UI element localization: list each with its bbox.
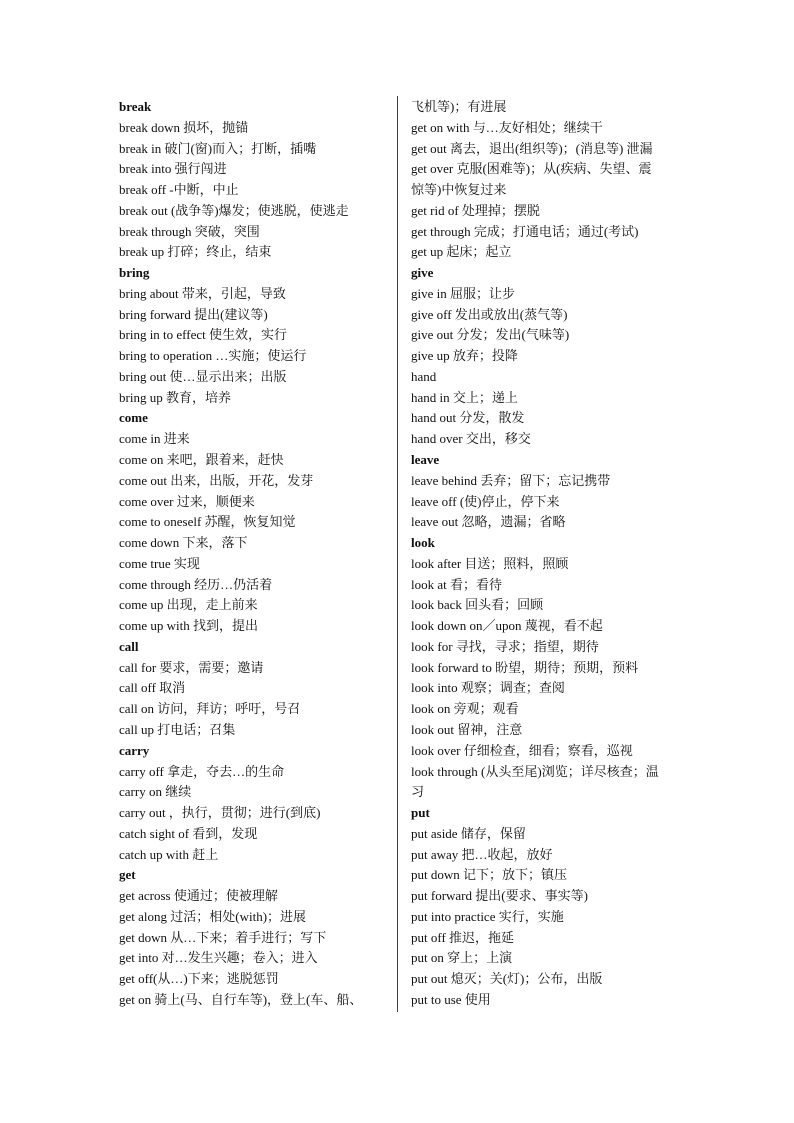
section-heading: call	[119, 638, 139, 654]
phrase-entry: hand	[411, 368, 437, 384]
phrase-entry: call off 取消	[119, 680, 186, 696]
phrase-entry: come true 实现	[119, 555, 200, 571]
phrase-entry: get on 骑上(马、自行车等)，登上(车、船、	[119, 991, 363, 1007]
left-column	[119, 97, 391, 1011]
phrase-entry: put aside 储存，保留	[411, 825, 526, 841]
phrase-entry: get through 完成；打通电话；通过(考试)	[411, 223, 639, 239]
phrase-entry: come up with 找到，提出	[119, 618, 259, 634]
phrase-entry: come out 出来，出版，开花，发芽	[119, 472, 314, 488]
phrase-entry: put out 熄灭；关(灯)；公布，出版	[411, 971, 603, 987]
phrase-entry: come down 下来，落下	[119, 535, 248, 551]
phrase-entry: break off -中断，中止	[119, 182, 239, 198]
phrase-entry: put down 记下；放下；镇压	[411, 867, 568, 883]
section-heading: come	[119, 410, 148, 426]
phrase-entry: call for 要求，需要；邀请	[119, 659, 264, 675]
phrase-entry: get rid of 处理掉；摆脱	[411, 202, 540, 218]
column-divider	[397, 96, 398, 1012]
phrase-entry: call up 打电话；召集	[119, 721, 236, 737]
phrase-entry: look back 回头看；回顾	[411, 597, 544, 613]
phrase-entry: put to use 使用	[411, 991, 491, 1007]
phrase-entry: come on 来吧，跟着来，赶快	[119, 452, 284, 468]
section-heading: give	[411, 265, 434, 281]
phrase-entry: bring to operation …实施；使运行	[119, 348, 307, 364]
phrase-entry: put off 推迟，拖延	[411, 929, 515, 945]
phrase-entry: break out (战争等)爆发；使逃脱，使逃走	[119, 202, 349, 218]
phrase-entry: put forward 提出(要求、事实等)	[411, 888, 588, 904]
phrase-entry: break down 损坏，抛锚	[119, 119, 249, 135]
phrase-entry: leave behind 丢弃；留下；忘记携带	[411, 472, 611, 488]
phrase-entry: catch up with 赶上	[119, 846, 219, 862]
phrase-entry: look over 仔细检查，细看；察看，巡视	[411, 742, 633, 758]
phrase-entry: bring in to effect 使生效，实行	[119, 327, 288, 343]
phrase-entry: get up 起床；起立	[411, 244, 512, 260]
phrase-entry: 惊等)中恢复过来	[411, 182, 507, 198]
phrase-entry: call on 访问，拜访；呼吁，号召	[119, 701, 301, 717]
phrase-entry: get along 过活；相处(with)；进展	[119, 908, 307, 924]
section-heading: break	[119, 99, 152, 114]
phrase-entry: look into 观察；调查；查阅	[411, 680, 565, 696]
phrase-entry: look on 旁观；观看	[411, 701, 519, 717]
phrase-entry: get over 克服(困难等)；从(疾病、失望、震	[411, 161, 652, 177]
phrase-entry: 飞机等)；有进展	[411, 99, 507, 114]
section-heading: leave	[411, 452, 440, 468]
phrase-entry: give up 放弃；投降	[411, 348, 518, 364]
phrase-entry: get down 从…下来；着手进行；写下	[119, 929, 327, 945]
phrase-entry: come through 经历…仍活着	[119, 576, 273, 592]
section-heading: get	[119, 867, 136, 883]
phrase-entry: give in 屈服；让步	[411, 285, 515, 301]
phrase-entry: look after 目送；照料，照顾	[411, 555, 569, 571]
phrase-entry: give out 分发；发出(气味等)	[411, 327, 570, 343]
section-heading: carry	[119, 742, 150, 758]
phrase-entry: look for 寻找，寻求；指望，期待	[411, 638, 599, 654]
phrase-entry: carry off 拿走，夺去…的生命	[119, 763, 285, 779]
phrase-entry: put on 穿上；上演	[411, 950, 513, 966]
phrase-entry: bring up 教育，培养	[119, 389, 231, 405]
phrase-entry: 习	[411, 784, 425, 800]
phrase-entry: come to oneself 苏醒，恢复知觉	[119, 514, 296, 530]
phrase-entry: bring forward 提出(建议等)	[119, 306, 268, 322]
phrase-entry: hand in 交上；递上	[411, 389, 518, 405]
phrase-entry: break through 突破，突围	[119, 223, 260, 239]
section-heading: look	[411, 535, 435, 551]
phrase-entry: come up 出现，走上前来	[119, 597, 258, 613]
phrase-entry: break into 强行闯进	[119, 161, 227, 177]
phrase-entry: get into 对…发生兴趣；卷入；进入	[119, 950, 318, 966]
phrase-entry: get out 离去，退出(组织等)；(消息等) 泄漏	[411, 140, 653, 156]
phrase-entry: get on with 与…友好相处；继续干	[411, 119, 603, 135]
phrase-entry: come over 过来，顺便来	[119, 493, 255, 509]
phrase-entry: come in 进来	[119, 431, 190, 447]
phrase-entry: look through (从头至尾)浏览；详尽核查；温	[411, 763, 659, 779]
phrase-entry: leave out 忽略，遗漏；省略	[411, 514, 566, 530]
phrase-entry: look at 看；看待	[411, 576, 502, 592]
phrase-entry: look out 留神，注意	[411, 721, 523, 737]
phrase-entry: hand out 分发，散发	[411, 410, 525, 426]
phrase-entry: carry out ，执行，贯彻；进行(到底)	[119, 805, 321, 821]
section-heading: bring	[119, 265, 150, 281]
phrase-entry: bring out 使…显示出来；出版	[119, 368, 287, 384]
phrase-entry: put away 把…收起，放好	[411, 846, 553, 862]
phrase-entry: put into practice 实行，实施	[411, 908, 564, 924]
section-heading: put	[411, 805, 430, 821]
phrase-entry: give off 发出或放出(蒸气等)	[411, 306, 568, 322]
phrase-entry: leave off (使)停止，停下来	[411, 493, 560, 509]
phrase-entry: break up 打碎；终止，结束	[119, 244, 272, 260]
phrase-entry: get across 使通过；使被理解	[119, 888, 278, 904]
phrase-entry: catch sight of 看到，发现	[119, 825, 258, 841]
phrase-entry: carry on 继续	[119, 784, 192, 800]
phrase-entry: hand over 交出，移交	[411, 431, 531, 447]
phrase-entry: look forward to 盼望，期待；预期，预料	[411, 659, 639, 675]
phrase-entry: bring about 带来，引起，导致	[119, 285, 286, 301]
right-column	[411, 97, 683, 1011]
phrase-entry: get off(从…)下来；逃脱惩罚	[119, 971, 279, 987]
phrase-entry: look down on／upon 蔑视，看不起	[411, 618, 603, 634]
phrase-entry: break in 破门(窗)而入；打断，插嘴	[119, 140, 317, 156]
